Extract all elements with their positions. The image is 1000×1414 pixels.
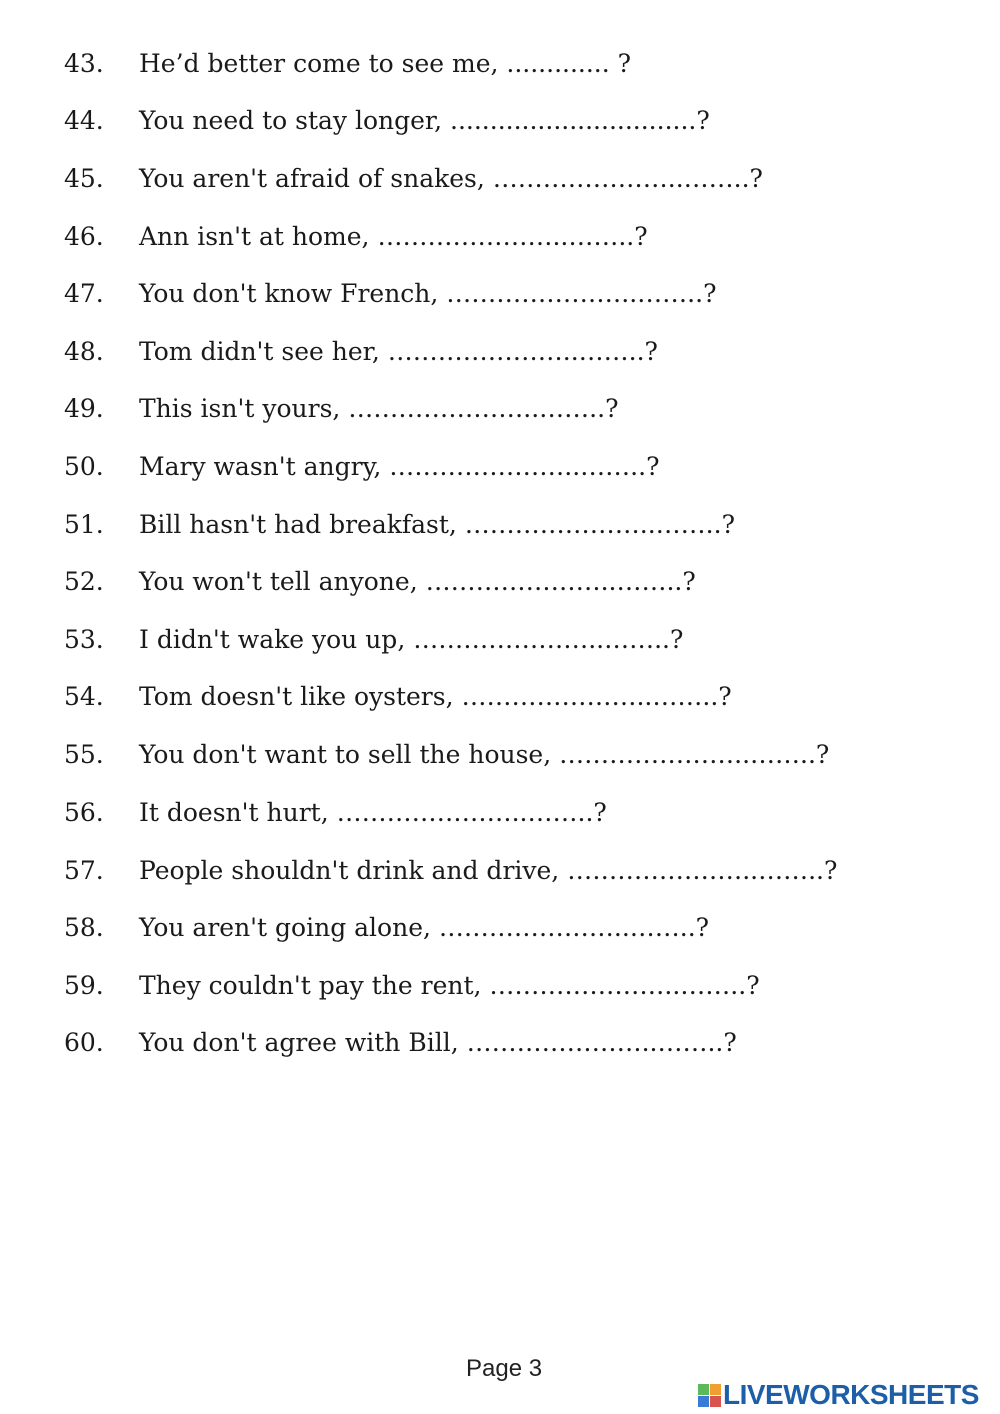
question-number: 55. [64, 740, 104, 769]
question-number: 45. [64, 164, 104, 193]
question-text: Tom didn't see her, …………………..……..? [139, 337, 658, 366]
question-number: 60. [64, 1028, 104, 1057]
question-item [0, 851, 960, 891]
question-text: Tom doesn't like oysters, …………………..……..? [139, 682, 732, 711]
logo-square-icon [698, 1384, 709, 1395]
question-number: 57. [64, 856, 104, 885]
question-item [0, 793, 960, 833]
question-number: 58. [64, 913, 104, 942]
question-number: 54. [64, 682, 104, 711]
question-item [0, 1023, 960, 1063]
question-number: 53. [64, 625, 104, 654]
question-number: 44. [64, 106, 104, 135]
logo-square-icon [710, 1384, 721, 1395]
question-text: Mary wasn't angry, …………………..……..? [139, 452, 660, 481]
question-number: 48. [64, 337, 104, 366]
question-item [0, 389, 960, 429]
question-text: You don't know French, …………………..……..? [139, 279, 717, 308]
question-number: 43. [64, 49, 104, 78]
question-number: 59. [64, 971, 104, 1000]
question-item [0, 159, 960, 199]
question-item [0, 908, 960, 948]
question-text: People shouldn't drink and drive, …………………..……..? [139, 856, 838, 885]
question-text: You don't want to sell the house, …………………..……..? [139, 740, 830, 769]
logo-square-icon [698, 1396, 709, 1407]
question-item [0, 505, 960, 545]
question-number: 47. [64, 279, 104, 308]
liveworksheets-brand[interactable] [698, 1380, 998, 1410]
question-item [0, 966, 960, 1006]
question-item [0, 735, 960, 775]
question-text: This isn't yours, …………………..……..? [139, 394, 619, 423]
question-item [0, 620, 960, 660]
question-text: I didn't wake you up, …………………..……..? [139, 625, 684, 654]
question-number: 46. [64, 222, 104, 251]
question-text: Bill hasn't had breakfast, …………………..……..? [139, 510, 735, 539]
question-text: They couldn't pay the rent, …………………..……..? [139, 971, 760, 1000]
question-text: Ann isn't at home, …………………..……..? [139, 222, 648, 251]
question-text: He’d better come to see me, ............. ? [139, 49, 632, 78]
page-number: Page 3 [466, 1355, 543, 1382]
question-item [0, 447, 960, 487]
question-item [0, 44, 960, 84]
question-text: It doesn't hurt, …………………..……..? [139, 798, 607, 827]
question-number: 51. [64, 510, 104, 539]
question-number: 49. [64, 394, 104, 423]
question-item [0, 217, 960, 257]
question-item [0, 101, 960, 141]
question-item [0, 677, 960, 717]
question-item [0, 332, 960, 372]
question-text: You aren't going alone, …………………..……..? [139, 913, 710, 942]
question-text: You won't tell anyone, …………………..……..? [139, 567, 696, 596]
question-text: You aren't afraid of snakes, …………………..……..? [139, 164, 763, 193]
liveworksheets-logo-icon [698, 1384, 721, 1407]
question-text: You need to stay longer, ...............................? [139, 106, 710, 135]
question-item [0, 562, 960, 602]
question-number: 50. [64, 452, 104, 481]
question-number: 52. [64, 567, 104, 596]
brand-name: LIVEWORKSHEETS [723, 1379, 979, 1410]
question-number: 56. [64, 798, 104, 827]
question-item [0, 274, 960, 314]
logo-square-icon [710, 1396, 721, 1407]
question-text: You don't agree with Bill, …………………..……..? [139, 1028, 737, 1057]
